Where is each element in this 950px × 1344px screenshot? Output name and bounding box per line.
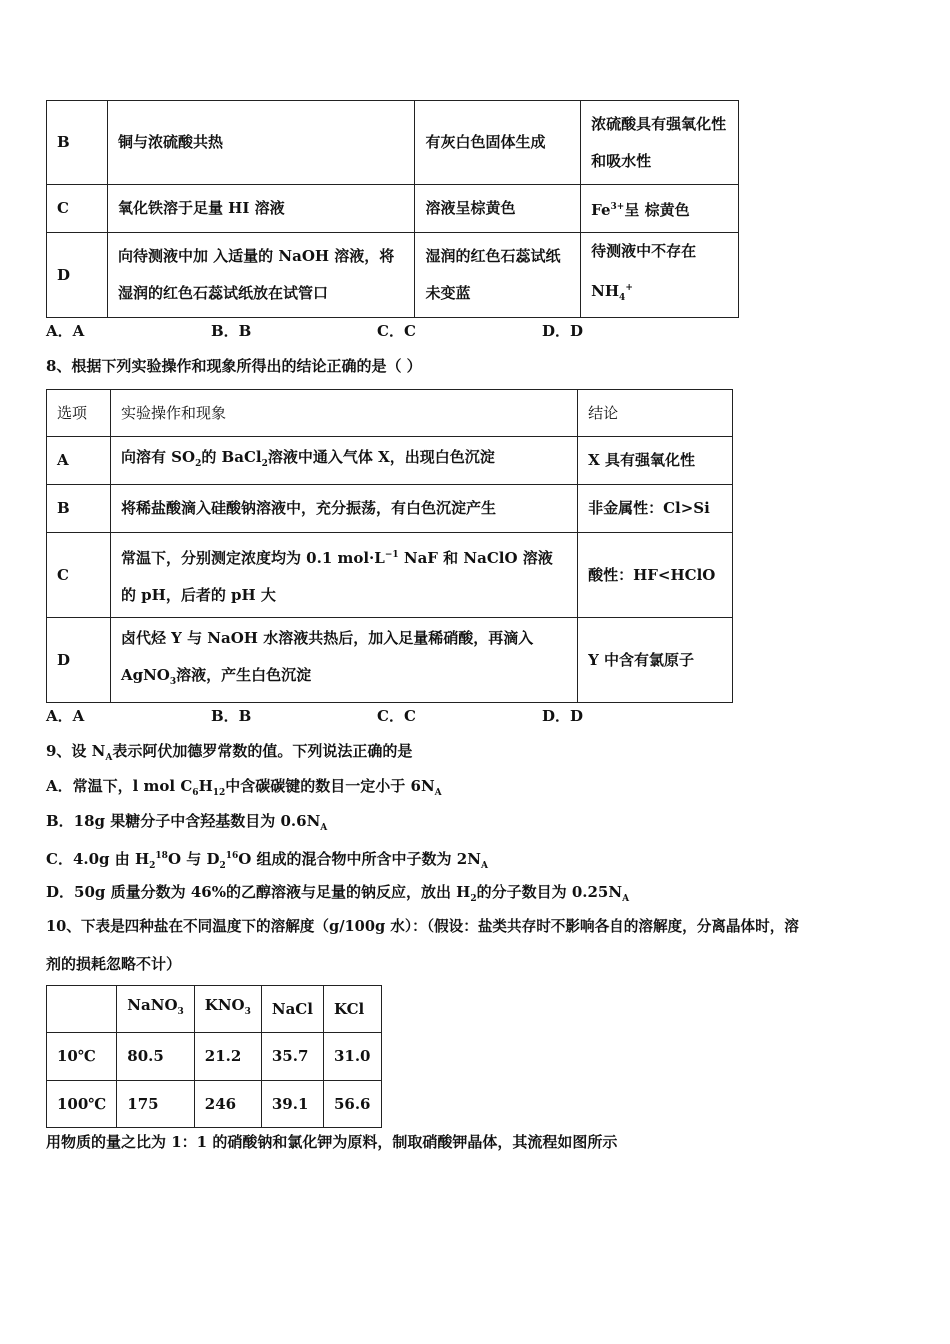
table-row — [47, 986, 382, 1033]
q7-row-c-phen: 溶液呈棕黄色 — [415, 185, 581, 233]
q8-row-b-op: 将稀盐酸滴入硅酸钠溶液中，充分振荡，有白色沉淀产生 — [110, 485, 577, 533]
q7-row-c-op: 氧化铁溶于足量 HI 溶液 — [107, 185, 415, 233]
q8-title: 8、根据下列实验操作和现象所得出的结论正确的是（ ） — [46, 357, 422, 375]
q10-cell: 39.1 — [261, 1081, 323, 1128]
q10-cell: 31.0 — [323, 1033, 381, 1081]
q10-title-line2: 剂的损耗忽略不计） — [46, 955, 182, 973]
q10-temp-100: 100℃ — [47, 1081, 117, 1128]
q8-table — [46, 389, 733, 703]
q8-option-c[interactable]: C．C — [377, 707, 416, 725]
q7-row-d-option: D — [47, 233, 108, 318]
table-row — [47, 101, 739, 185]
q8-header-op: 实验操作和现象 — [110, 390, 577, 437]
q10-cell: 21.2 — [194, 1033, 261, 1081]
q9-title: 9、设 $N_A$表示阿伏加德罗常数的值。下列说法正确的是 — [46, 742, 413, 763]
table-row — [47, 1033, 382, 1081]
table-row — [47, 233, 739, 318]
q8-row-c-op: 常温下，分别测定浓度均为 0.1 $mol\cdot L^{-1}$ NaF 和 NaClO 溶液的 pH，后者的 pH 大 — [110, 533, 577, 618]
q9-option-b[interactable]: B．18g 果糖分子中含羟基数目为 $0.6N_A$ — [46, 812, 328, 833]
q8-row-d-option: D — [47, 618, 111, 703]
q8-row-b-option: B — [47, 485, 111, 533]
q7-option-c[interactable]: C．C — [377, 322, 416, 340]
q10-cell: 175 — [117, 1081, 194, 1128]
q7-option-d[interactable]: D．D — [542, 322, 584, 340]
q10-header-empty — [47, 986, 117, 1033]
q7-row-d-op: 向待测液中加 入适量的 NaOH 溶液，将湿润的红色石蕊试纸放在试管口 — [107, 233, 415, 318]
q9-option-c[interactable]: C．4.0g 由 $H_2^{18}O$ 与 $D_2^{16}O$ 组成的混合物中所含中子数为 $2N_A$ — [46, 850, 488, 871]
table-row — [47, 390, 733, 437]
q7-row-c-option: C — [47, 185, 108, 233]
table-row — [47, 533, 733, 618]
q8-row-d-concl: Y 中含有氯原子 — [578, 618, 733, 703]
q8-row-a-option: A — [47, 437, 111, 485]
q10-header-kno3: $KNO_3$ — [194, 986, 261, 1033]
q10-header-nano3: NaNO$_3$ — [117, 986, 194, 1033]
q10-header-nacl: NaCl — [261, 986, 323, 1033]
table-row — [47, 485, 733, 533]
q8-option-a[interactable]: A．A — [46, 707, 85, 725]
table-row — [47, 437, 733, 485]
q10-footer: 用物质的量之比为 1：1 的硝酸钠和氯化钾为原料，制取硝酸钾晶体，其流程如图所示 — [46, 1133, 618, 1151]
q10-solubility-table — [46, 985, 382, 1128]
q7-options — [46, 320, 746, 342]
q8-header-concl: 结论 — [578, 390, 733, 437]
q10-cell: 246 — [194, 1081, 261, 1128]
q7-option-b[interactable]: B．B — [211, 322, 252, 340]
q7-row-b-option: B — [47, 101, 108, 185]
table-row — [47, 185, 739, 233]
table-row — [47, 618, 733, 703]
q7-row-d-concl: 待测液中不存在$NH_4^+$ — [581, 233, 739, 318]
q7-table — [46, 100, 739, 318]
q10-header-kcl: KCl — [323, 986, 381, 1033]
q8-option-b[interactable]: B．B — [211, 707, 252, 725]
q8-row-a-op: 向溶有 $SO_2$的 BaCl$_2$溶液中通入气体 X，出现白色沉淀 — [110, 437, 577, 485]
q8-header-option: 选项 — [47, 390, 111, 437]
q7-row-b-concl: 浓硫酸具有强氧化性和吸水性 — [581, 101, 739, 185]
q10-temp-10: 10℃ — [47, 1033, 117, 1081]
q8-row-c-concl: 酸性：HF<HClO — [578, 533, 733, 618]
q7-row-b-phen: 有灰白色固体生成 — [415, 101, 581, 185]
q8-row-c-option: C — [47, 533, 111, 618]
q10-cell: 56.6 — [323, 1081, 381, 1128]
q10-title-line1: 10、下表是四种盐在不同温度下的溶解度（g/100g 水）：（假设：盐类共存时不影响各自的溶解度，分离晶体时，溶 — [46, 918, 799, 935]
q9-option-d[interactable]: D．50g 质量分数为 46%的乙醇溶液与足量的钠反应，放出 $H_2$的分子数目为 $0.25N_A$ — [46, 883, 630, 904]
q7-option-a[interactable]: A．A — [46, 322, 85, 340]
q10-cell: 35.7 — [261, 1033, 323, 1081]
q8-row-b-concl: 非金属性：Cl>Si — [578, 485, 733, 533]
q7-row-d-phen: 湿润的红色石蕊试纸未变蓝 — [415, 233, 581, 318]
q8-options — [46, 705, 746, 727]
q7-row-b-op: 铜与浓硫酸共热 — [107, 101, 415, 185]
table-row — [47, 1081, 382, 1128]
q8-option-d[interactable]: D．D — [542, 707, 584, 725]
q10-cell: 80.5 — [117, 1033, 194, 1081]
q9-option-a[interactable]: A．常温下，l mol $C_6H_{12}$中含碳碳键的数目一定小于 $6N_A$ — [46, 777, 442, 798]
q8-row-a-concl: X 具有强氧化性 — [578, 437, 733, 485]
q7-row-c-concl: $Fe^{3+}$呈 棕黄色 — [581, 185, 739, 233]
q8-row-d-op: 卤代烃 Y 与 NaOH 水溶液共热后，加入足量稀硝酸，再滴入 AgNO$_3$溶液，产生白色沉淀 — [110, 618, 577, 703]
